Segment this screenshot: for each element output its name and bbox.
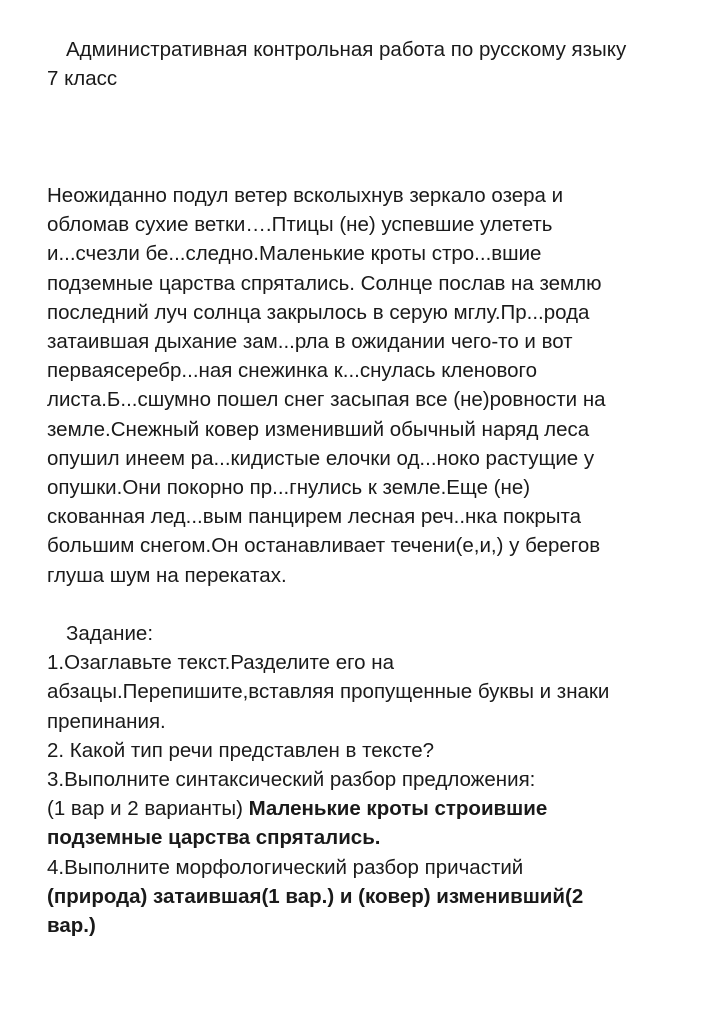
text-line: скованная лед...вым панцирем лесная реч..нка покрыта: [47, 505, 582, 529]
text-line: земле.Снежный ковер изменивший обычный наряд леса: [47, 417, 590, 441]
task-item-4-cont: [47, 882, 687, 911]
document-title: [47, 35, 687, 93]
task-item-3-sentence: Маленькие кроты строившие: [248, 797, 548, 821]
task-item-1-cont: абзацы.Перепишите,вставляя пропущенные буквы и знаки: [47, 680, 610, 704]
text-line: Неожиданно подул ветер всколыхнув зеркало озера и: [47, 184, 564, 207]
text-line: подземные царства спрятались. Солнце послав на землю: [47, 271, 602, 295]
task-item-3-cont: [47, 823, 687, 852]
text-line: и...счезли бе...следно.Маленькие кроты стро...вшие: [47, 242, 542, 266]
task-heading: Задание:: [66, 622, 154, 645]
text-line: опушки.Они покорно пр...гнулись к земле.Еще (не): [47, 476, 531, 500]
task-item-2: 2. Какой тип речи представлен в тексте?: [47, 738, 435, 762]
text-line: последний луч солнца закрылось в серую мглу.Пр...рода: [47, 300, 590, 324]
task-item-3: 3.Выполните синтаксический разбор предложения:: [47, 768, 536, 792]
task-item-3-cont: [47, 794, 687, 823]
task-item-1-cont: препинания.: [47, 709, 166, 733]
text-line: обломав сухие ветки….Птицы (не) успевшие улететь: [47, 213, 553, 237]
text-line: большим снегом.Он останавливает течени(е,и,) у берегов: [47, 534, 601, 558]
task-item-4-cont: [47, 911, 687, 940]
task-item-4-participles: (природа) затаившая(1 вар.) и (ковер) изменивший(2: [47, 884, 584, 908]
text-line: глуша шум на перекатах.: [47, 563, 287, 587]
task-section: [47, 619, 687, 940]
title-line-2: 7 класс: [47, 67, 118, 90]
task-item-3-sentence-end: подземные царства спрятались.: [47, 826, 381, 850]
text-line: перваясеребр...ная снежинка к...снулась кленового: [47, 359, 537, 383]
text-line: листа.Б...сшумно пошел снег засыпая все (не)ровности на: [47, 388, 606, 412]
task-item-4-participles-end: вар.): [47, 914, 96, 938]
task-item-4: 4.Выполните морфологический разбор причастий: [47, 855, 524, 879]
title-line-1: Административная контрольная работа по русскому языку: [66, 38, 627, 61]
text-line: опушил инеем ра...кидистые елочки од...ноко растущие у: [47, 446, 595, 470]
task-item-1: 1.Озаглавьте текст.Разделите его на: [47, 651, 394, 675]
exercise-text: [47, 181, 687, 590]
task-item-3-variants: (1 вар и 2 варианты): [47, 797, 249, 821]
text-line: затаившая дыхание зам...рла в ожидании чего-то и вот: [47, 330, 573, 354]
